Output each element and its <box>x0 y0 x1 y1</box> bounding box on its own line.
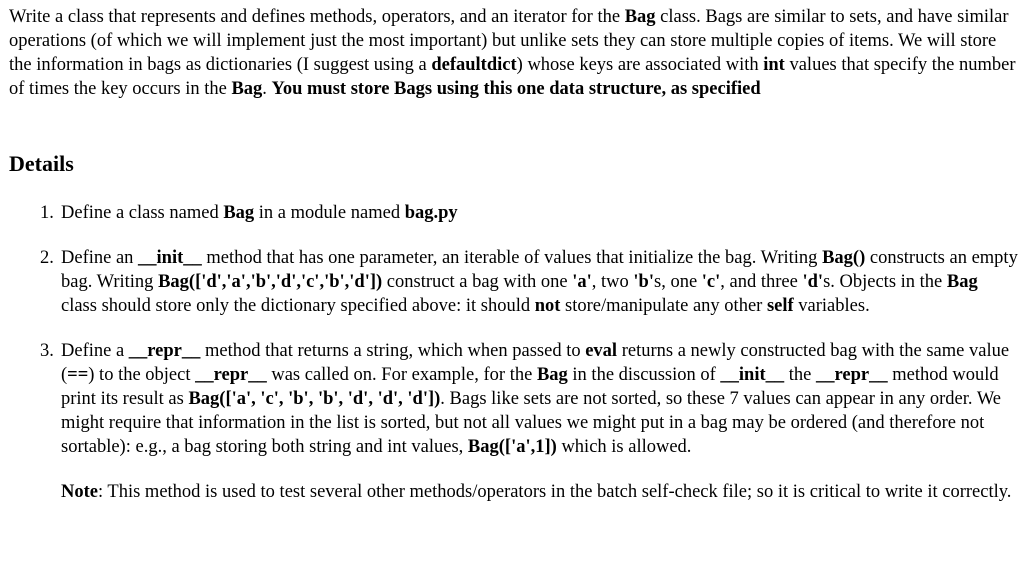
step-text-run: variables. <box>793 296 870 316</box>
step-text <box>61 246 1018 318</box>
step-text-run: Define an <box>61 248 139 268</box>
intro-text: class. Bags are similar to sets, and have similar operations (of which we will implement just the most important) but unlike sets they can store multiple copies of items. We will store the information in bags as dictionaries (I suggest using a <box>9 7 1009 75</box>
step-bold-run: self <box>766 296 794 316</box>
step-text-run: store/manipulate any other <box>560 296 767 316</box>
step-bold-run: == <box>67 365 89 385</box>
step-bold-run: 'd' <box>802 272 824 292</box>
step-text-run: returns a newly constructed bag with the same value ( <box>61 341 1010 385</box>
step-text-run: Define a <box>61 341 129 361</box>
step-bold-run: Bag <box>946 272 978 292</box>
step-text-run: class should store only the dictionary specified above: it should <box>61 296 535 316</box>
step-bold-run: 'c' <box>701 272 721 292</box>
intro-text: . <box>262 79 272 99</box>
step-bold-run: Bag <box>536 365 568 385</box>
step-text <box>61 339 1018 459</box>
step-text-run: s, one <box>654 272 702 292</box>
step-item-2 <box>0 246 1024 318</box>
step-bold-run: Bag(['d','a','b','d','c','b','d']) <box>158 272 383 292</box>
step-bold-run: not <box>534 296 561 316</box>
note-paragraph <box>61 480 1018 504</box>
step-text-run: s. Objects in the <box>823 272 947 292</box>
step-text-run: method would print its result as <box>61 365 999 409</box>
step-number: 2. <box>40 248 54 268</box>
intro-paragraph <box>9 5 1021 101</box>
step-bold-run: __repr__ <box>128 341 201 361</box>
step-text-run: was called on. For example, for the <box>266 365 537 385</box>
step-bold-run: Bag(['a',1]) <box>467 437 557 457</box>
step-bold-run: bag.py <box>404 203 458 223</box>
step-text <box>61 201 1018 225</box>
step-bold-run: __repr__ <box>816 365 888 385</box>
step-number: 1. <box>40 203 54 223</box>
intro-bold-bag: Bag <box>231 79 263 99</box>
step-bold-run: 'a' <box>572 272 592 292</box>
step-text-run: the <box>784 365 817 385</box>
note-label: Note <box>61 482 98 502</box>
step-text-run: ) to the object <box>88 365 196 385</box>
step-bold-run: eval <box>585 341 618 361</box>
step-text-run: method that returns a string, which when passed to <box>200 341 586 361</box>
intro-text: Write a class that represents and defines methods, operators, and an iterator for the <box>9 7 625 27</box>
step-text-run: . Bags like sets are not sorted, so these 7 values can appear in any order. We might require that information in the list is sorted, but not all values we might put in a bag may be ordered (and therefore not sortable): e.g., a bag storing both string and int values, <box>61 389 1002 457</box>
step-bold-run: Bag <box>223 203 255 223</box>
step-bold-run: __repr__ <box>195 365 267 385</box>
steps-list <box>0 201 1024 525</box>
intro-bold-requirement: You must store Bags using this one data structure, as specified <box>271 79 761 99</box>
intro-bold-defaultdict: defaultdict <box>431 55 517 75</box>
step-text-run: , two <box>591 272 634 292</box>
intro-bold-int: int <box>763 55 785 75</box>
step-item-1 <box>0 201 1024 225</box>
step-item-3 <box>0 339 1024 504</box>
step-bold-run: Bag() <box>822 248 866 268</box>
step-text-run: which is allowed. <box>556 437 692 457</box>
step-bold-run: __init__ <box>720 365 785 385</box>
details-heading: Details <box>9 151 74 176</box>
step-bold-run: 'b' <box>633 272 654 292</box>
step-bold-run: Bag(['a', 'c', 'b', 'b', 'd', 'd', 'd']) <box>188 389 441 409</box>
note-text: : This method is used to test several other methods/operators in the batch self-check file; so it is critical to write it correctly. <box>97 482 1012 502</box>
intro-text: values that specify the number of times the key occurs in the <box>9 55 1016 99</box>
step-text-run: construct a bag with one <box>382 272 573 292</box>
step-text-run: in a module named <box>254 203 405 223</box>
intro-bold-bag: Bag <box>624 7 656 27</box>
step-text-run: constructs an empty bag. Writing <box>61 248 1018 292</box>
step-number: 3. <box>40 341 54 361</box>
step-text-run: in the discussion of <box>567 365 721 385</box>
step-text-run: Define a class named <box>61 203 224 223</box>
step-text-run: method that has one parameter, an iterable of values that initialize the bag. Writing <box>201 248 823 268</box>
intro-text: ) whose keys are associated with <box>516 55 764 75</box>
step-text-run: , and three <box>720 272 803 292</box>
step-bold-run: __init__ <box>138 248 202 268</box>
